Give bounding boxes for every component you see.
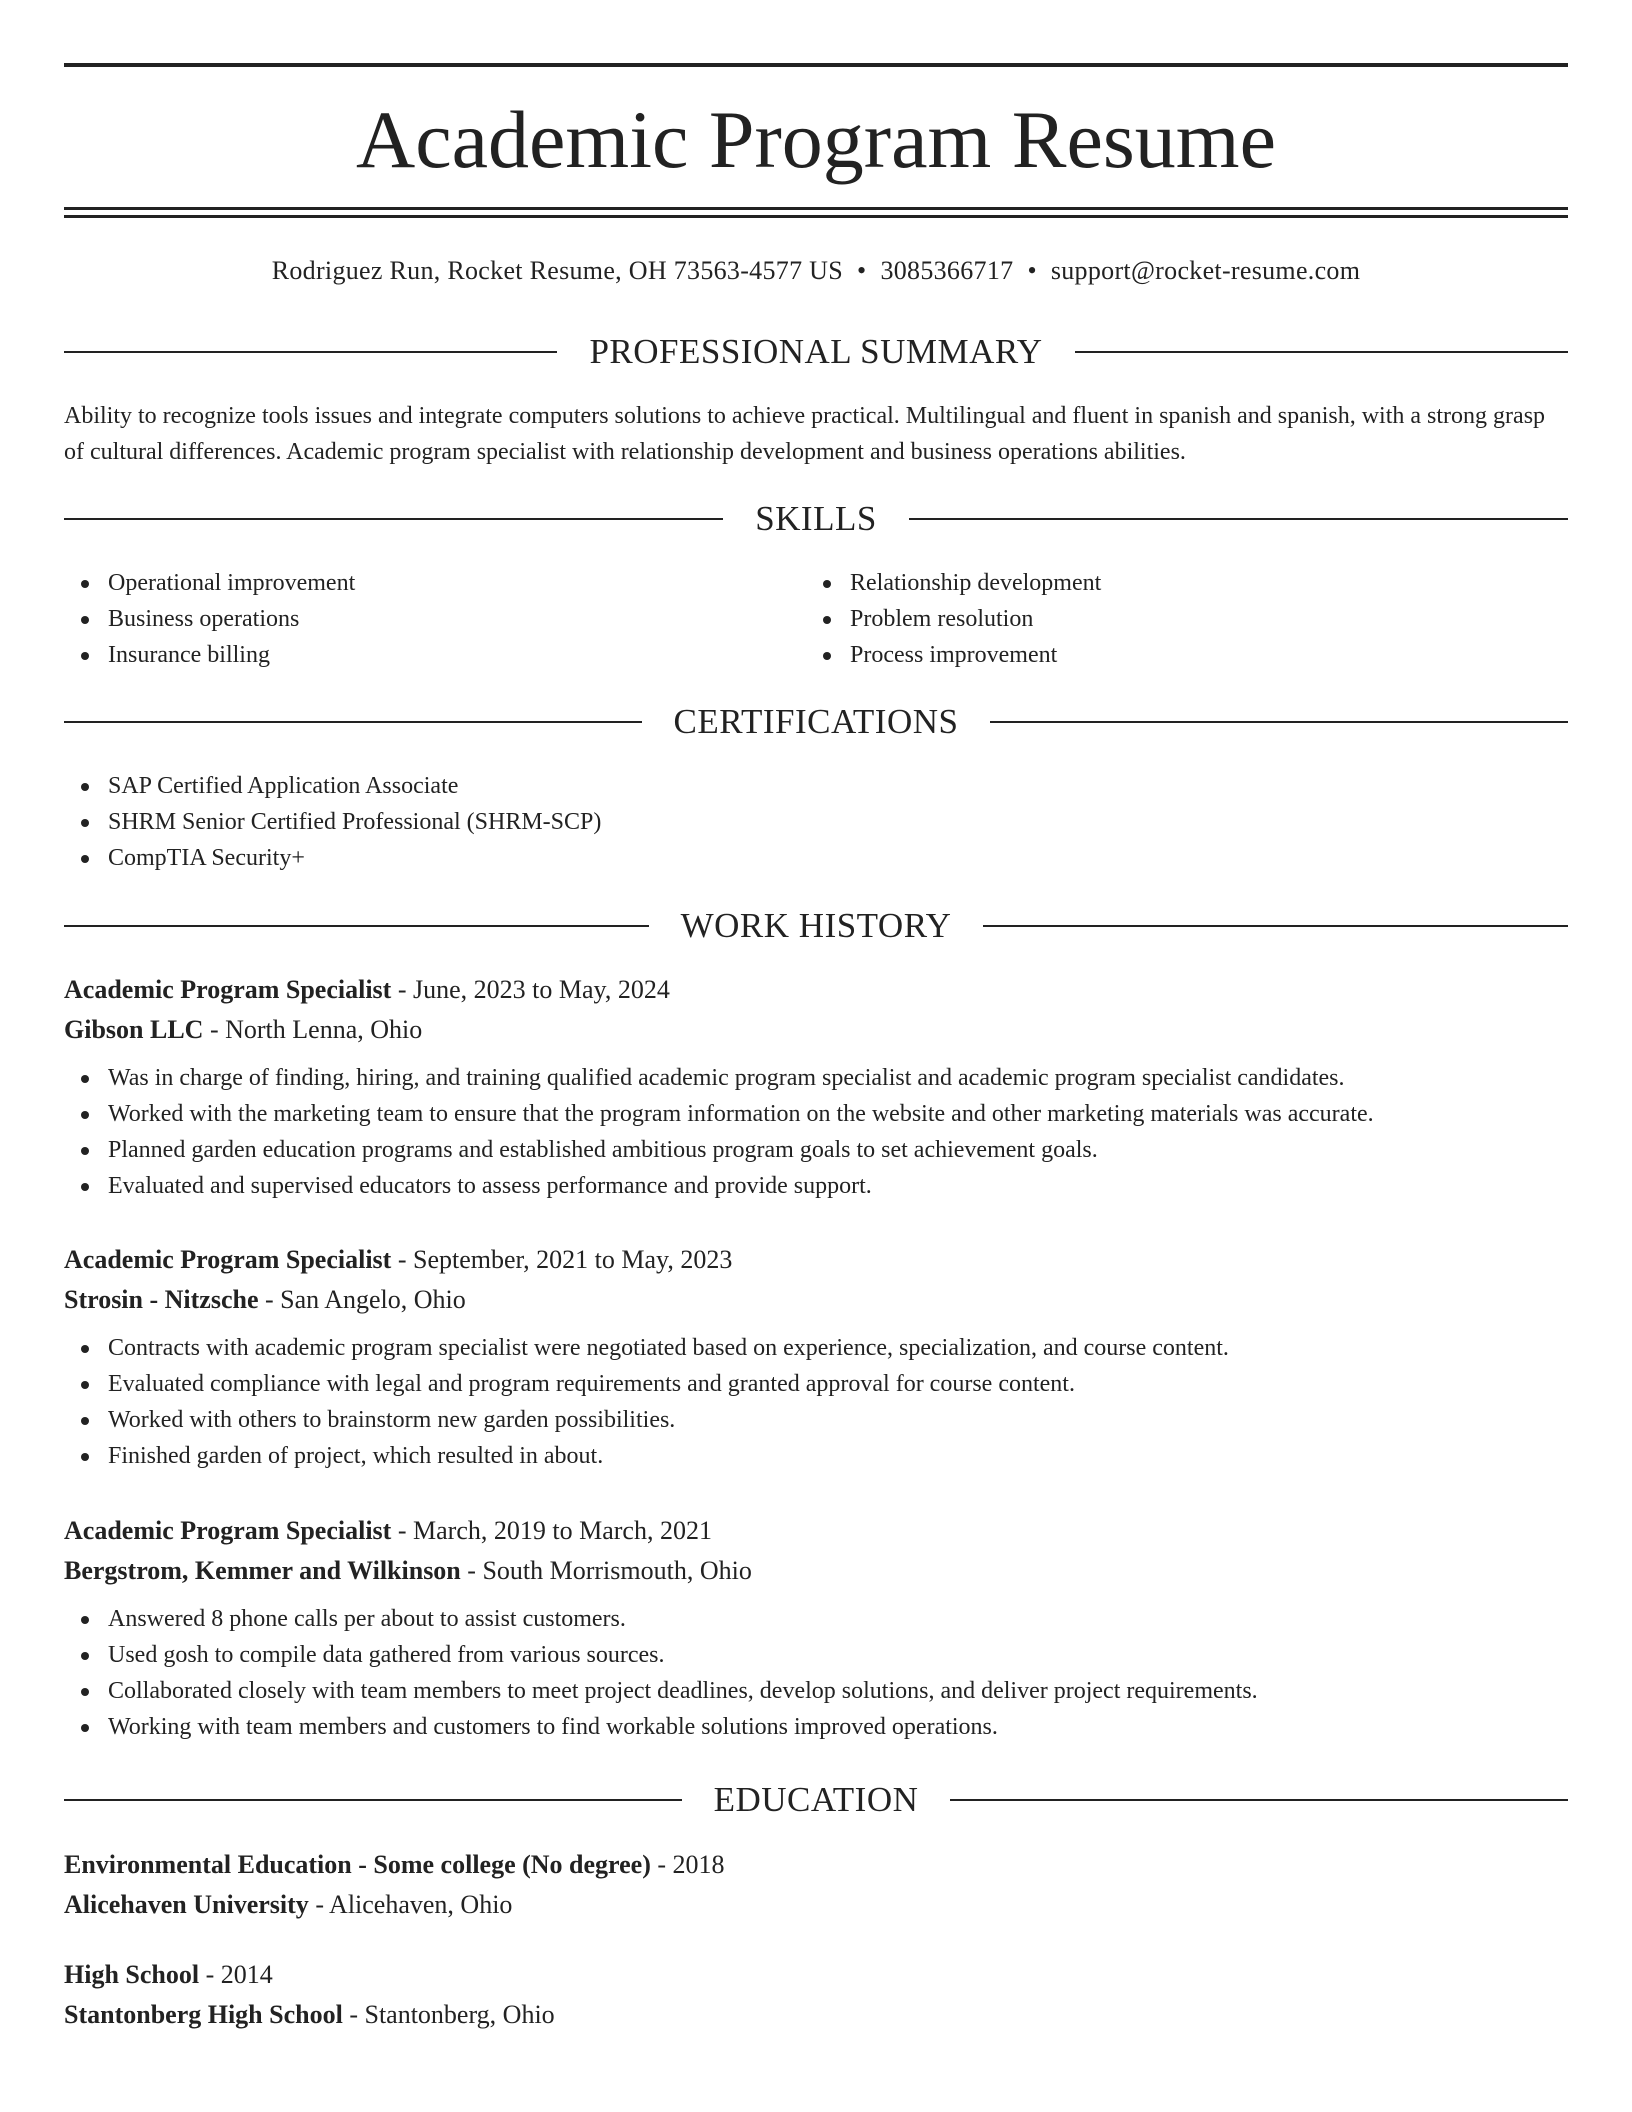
job-bullets	[64, 1060, 1568, 1204]
job-dates: - September, 2021 to May, 2023	[391, 1245, 733, 1274]
education-school-line	[64, 1885, 1568, 1925]
divider-line	[64, 1799, 682, 1801]
job-location: - San Angelo, Ohio	[258, 1285, 466, 1314]
job-company: Strosin - Nitzsche	[64, 1285, 259, 1314]
skill-item: Insurance billing	[64, 637, 764, 673]
contact-line	[64, 254, 1568, 288]
certification-item: CompTIA Security+	[64, 840, 1464, 876]
divider-line	[990, 721, 1568, 723]
section-title-work: WORK HISTORY	[680, 906, 952, 945]
skill-item: Business operations	[64, 601, 764, 637]
contact-email: support@rocket-resume.com	[1050, 256, 1361, 285]
divider-line	[983, 925, 1568, 927]
education-year: - 2014	[199, 1960, 273, 1989]
job-company-line	[64, 1551, 1568, 1591]
job-entry	[64, 1240, 1568, 1474]
skills-list-right	[806, 565, 1506, 673]
job-location: - North Lenna, Ohio	[203, 1015, 423, 1044]
job-title: Academic Program Specialist	[64, 975, 392, 1004]
job-bullet: Working with team members and customers to find workable solutions improved operations.	[64, 1709, 1568, 1745]
job-title: Academic Program Specialist	[64, 1245, 392, 1274]
job-bullet: Answered 8 phone calls per about to assist customers.	[64, 1601, 1568, 1637]
section-title-certifications: CERTIFICATIONS	[673, 702, 959, 741]
education-degree-line	[64, 1845, 1568, 1885]
certification-item: SHRM Senior Certified Professional (SHRM-SCP)	[64, 804, 1464, 840]
education-location: - Alicehaven, Ohio	[308, 1890, 513, 1919]
title-rule-lower	[64, 215, 1568, 218]
contact-separator: •	[1027, 256, 1037, 285]
divider-line	[64, 721, 642, 723]
job-company: Gibson LLC	[64, 1015, 204, 1044]
top-rule	[64, 63, 1568, 67]
job-company-line	[64, 1010, 1568, 1050]
divider-line	[64, 925, 649, 927]
job-company: Bergstrom, Kemmer and Wilkinson	[64, 1556, 461, 1585]
section-header-skills	[64, 497, 1568, 541]
education-degree: High School	[64, 1960, 200, 1989]
summary-text: Ability to recognize tools issues and integrate computers solutions to achieve practical. Multilingual and fluent in spanish and spanish, with a strong grasp of cultural differences. Academic program specialist with relationship development and business operations abilities.	[64, 403, 1546, 465]
job-bullet: Evaluated compliance with legal and program requirements and granted approval for course content.	[64, 1366, 1568, 1402]
job-dates: - March, 2019 to March, 2021	[391, 1516, 712, 1545]
contact-separator: •	[857, 256, 867, 285]
job-title: Academic Program Specialist	[64, 1516, 392, 1545]
job-bullet: Used gosh to compile data gathered from various sources.	[64, 1637, 1568, 1673]
skill-item: Relationship development	[806, 565, 1506, 601]
contact-address: Rodriguez Run, Rocket Resume, OH 73563-4577 US	[271, 256, 844, 285]
divider-line	[950, 1799, 1568, 1801]
section-header-work	[64, 904, 1568, 948]
certification-item: SAP Certified Application Associate	[64, 768, 1464, 804]
job-bullet: Collaborated closely with team members to meet project deadlines, develop solutions, and deliver project requirements.	[64, 1673, 1568, 1709]
job-location: - South Morrismouth, Ohio	[460, 1556, 752, 1585]
divider-line	[909, 518, 1568, 520]
skills-list-left	[64, 565, 764, 673]
job-bullet: Was in charge of finding, hiring, and training qualified academic program specialist and academic program specialist candidates.	[64, 1060, 1568, 1096]
job-dates: - June, 2023 to May, 2024	[391, 975, 670, 1004]
education-entry	[64, 1955, 1568, 2035]
job-bullet: Finished garden of project, which resulted in about.	[64, 1438, 1568, 1474]
job-company-line	[64, 1280, 1568, 1320]
skill-item: Process improvement	[806, 637, 1506, 673]
job-bullets	[64, 1330, 1568, 1474]
resume-title: Academic Program Resume	[356, 94, 1276, 185]
education-school: Stantonberg High School	[64, 2000, 343, 2029]
education-location: - Stantonberg, Ohio	[342, 2000, 555, 2029]
job-bullet: Contracts with academic program specialist were negotiated based on experience, specialization, and course content.	[64, 1330, 1568, 1366]
title-rule-upper	[64, 207, 1568, 210]
education-degree: Environmental Education - Some college (No degree)	[64, 1850, 651, 1879]
divider-line	[64, 351, 557, 353]
section-header-education	[64, 1778, 1568, 1822]
job-bullet: Worked with the marketing team to ensure that the program information on the website and other marketing materials was accurate.	[64, 1096, 1568, 1132]
certifications-list	[64, 768, 1464, 876]
education-school-line	[64, 1995, 1568, 2035]
job-bullet: Worked with others to brainstorm new garden possibilities.	[64, 1402, 1568, 1438]
job-bullets	[64, 1601, 1568, 1745]
contact-phone: 3085366717	[880, 256, 1014, 285]
section-title-summary: PROFESSIONAL SUMMARY	[589, 332, 1043, 371]
job-title-line	[64, 1240, 1568, 1280]
section-header-summary	[64, 330, 1568, 374]
education-degree-line	[64, 1955, 1568, 1995]
section-title-skills: SKILLS	[755, 499, 877, 538]
section-title-education: EDUCATION	[713, 1780, 919, 1819]
divider-line	[1075, 351, 1568, 353]
skill-item: Operational improvement	[64, 565, 764, 601]
job-bullet: Evaluated and supervised educators to assess performance and provide support.	[64, 1168, 1568, 1204]
skill-item: Problem resolution	[806, 601, 1506, 637]
section-header-certifications	[64, 700, 1568, 744]
job-entry	[64, 970, 1568, 1204]
education-entry	[64, 1845, 1568, 1925]
job-bullet: Planned garden education programs and established ambitious program goals to set achievement goals.	[64, 1132, 1568, 1168]
divider-line	[64, 518, 723, 520]
education-school: Alicehaven University	[64, 1890, 309, 1919]
job-title-line	[64, 1511, 1568, 1551]
job-entry	[64, 1511, 1568, 1745]
education-year: - 2018	[650, 1850, 725, 1879]
job-title-line	[64, 970, 1568, 1010]
